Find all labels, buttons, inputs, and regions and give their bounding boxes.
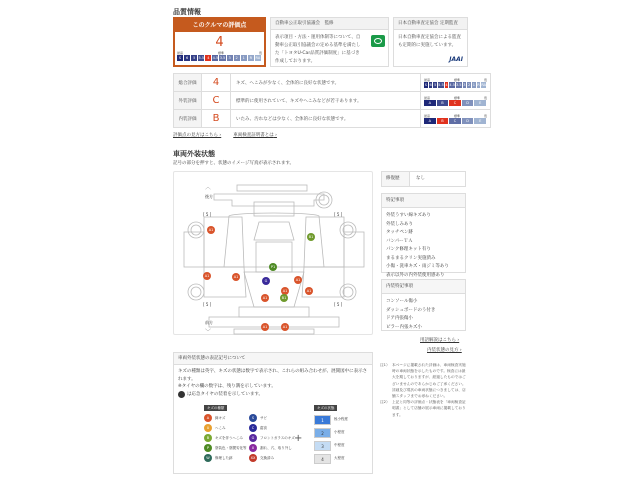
note-item: ダッシュボードのう付き — [386, 307, 436, 313]
rating-row-interior — [174, 110, 491, 128]
legend-text: キズの種類は英字、キズの状態は数字で表示され、これらの組み合わせが、展開図中に表示されます。 ※タイヤの欄の数字は、残り溝を示しています。 は応急タイヤの装着を示しています。 — [178, 369, 368, 397]
score-card-header: このクルマの評価点 — [175, 19, 264, 32]
overall-score: 4 — [215, 35, 224, 50]
interior-notes-box — [381, 279, 466, 331]
rating-scale: 最高 標準 低 S 6 5 5.5 4 4.5 3.5 3 2 1 R RA — [421, 74, 491, 92]
special-notes-list — [382, 208, 465, 284]
damage-type-item: B キズを伴うへこみ — [204, 433, 249, 443]
scale-label-best: 最高 — [177, 51, 184, 55]
tire-depth-front-right: [ 5 ] — [334, 302, 343, 307]
damage-type-item: XX 交換済み — [250, 455, 274, 460]
damage-type-icon: W — [204, 454, 212, 462]
damage-type-item: G フロントガラスのキズ — [249, 433, 304, 443]
damage-marker[interactable]: A1 — [295, 278, 301, 282]
damage-level-item: 3 中程度 — [314, 439, 348, 452]
scale-cell: E — [474, 100, 487, 106]
scale-cell: 4 — [205, 55, 212, 61]
scale-cell: D — [462, 118, 475, 124]
overall-score-card — [173, 17, 266, 67]
rating-label: 内装評価 — [174, 110, 202, 128]
interior-notes-title: 内装特記事項 — [382, 280, 465, 294]
damage-type-icon: G — [249, 434, 257, 442]
damage-marker[interactable]: A1 — [208, 228, 214, 232]
score-guide-link[interactable]: 評価点の見方はこちら › — [173, 133, 222, 138]
car-diagram — [173, 171, 373, 335]
scale-cell: R — [477, 83, 480, 87]
scale-cell: 3 — [227, 55, 234, 61]
scale-cell: 3 — [463, 83, 466, 87]
damage-type-item: X 割れ、穴、取り外し — [249, 443, 304, 453]
quality-section-title: 品質情報 — [173, 8, 201, 16]
damage-type-icon: A — [204, 414, 212, 422]
repair-history-box — [381, 171, 466, 187]
supervisor-header: 自動車公正取引協議会 監修 — [271, 18, 388, 30]
damage-type-item: P 塗装色・塗膜劣化等 — [204, 443, 249, 453]
scale-cell: A — [424, 118, 437, 124]
types-legend — [204, 405, 304, 463]
scale-cell: 2 — [467, 83, 471, 87]
damage-marker[interactable]: A1 — [282, 325, 288, 329]
scale-cell: A — [424, 100, 437, 106]
damage-marker[interactable]: G — [262, 277, 270, 285]
damage-marker[interactable]: A1 — [233, 275, 239, 279]
special-notes-box — [381, 193, 466, 278]
damage-type-icon: P — [204, 444, 212, 452]
exterior-title: 車両外装状態 — [173, 150, 215, 158]
damage-type-icon: S — [249, 414, 257, 422]
scale-cell: 4.5 — [212, 56, 219, 60]
scale-cell: 3.5 — [455, 83, 462, 87]
scale-cell: D — [462, 100, 475, 106]
damage-level-item: 1 極小程度 — [314, 413, 348, 426]
notes — [380, 362, 468, 418]
fair-trade-logo-icon — [371, 35, 385, 47]
damage-type-icon: XX — [250, 456, 256, 460]
scale-cell: C — [449, 118, 462, 124]
repair-history-value: なし — [416, 176, 425, 181]
rating-value: B — [202, 110, 231, 128]
damage-marker[interactable]: A1 — [306, 289, 312, 293]
plus-icon: + — [294, 433, 303, 444]
interior-view-link[interactable]: 内装状態の見方 › — [427, 348, 462, 353]
spare-tire-icon — [178, 391, 185, 398]
tire-depth-rear-left: [ 5 ] — [203, 212, 212, 217]
damage-marker[interactable]: A1 — [204, 274, 210, 278]
note-item: 外装しみあり — [386, 221, 413, 227]
rating-scale: 最高 標準 低 A B C D E — [421, 92, 491, 110]
rating-row-exterior — [174, 92, 491, 110]
note-item: タッチペン跡 — [386, 230, 413, 235]
repair-history-label: 修復歴 — [382, 172, 410, 186]
rating-value: 4 — [202, 74, 231, 92]
rating-label: 外装評価 — [174, 92, 202, 110]
scale-cell: 3.5 — [219, 56, 226, 60]
note-item: バンパーＴＡ — [386, 238, 413, 244]
scale-cell: 4 — [445, 83, 448, 87]
damage-type-icon: X — [249, 444, 257, 452]
note-1: 注1） 本ページに掲載された評価は、車両検査実施時の車両状態を示したものです。検査には最大を期しておりますが、経過したものではございませんのであらかじめご了承ください。詳細及び現状の車両状態につきましては、店舗スタッフまでお尋ねください。 — [380, 363, 466, 399]
jaai-box — [393, 17, 468, 67]
interior-notes-list — [382, 294, 465, 336]
scale-cell: 5 — [434, 83, 437, 87]
note-item: ピラー内張キズ小 — [386, 324, 422, 330]
front-label: 前方 — [205, 320, 213, 325]
scale-cell: 5.5 — [438, 83, 444, 87]
note-item: コンソール傷小 — [386, 299, 418, 304]
score-bar — [177, 55, 262, 61]
jaai-body: 日本自動車査定協会による監査も定期的に実施しています。 — [398, 35, 461, 48]
damage-type-icon: B — [204, 434, 212, 442]
scale-cell: 4.5 — [449, 83, 455, 87]
damage-marker[interactable]: A1 — [262, 296, 268, 300]
scale-cell: 5 — [191, 55, 198, 61]
damage-marker[interactable]: A1 — [282, 289, 288, 293]
note-2: 注2） 上記と同等の評価点・状態表を「車両検査証明書」として店舗の展示車両に掲載しております。 — [380, 400, 466, 417]
scale-cell: 1 — [241, 55, 248, 61]
scale-cell: R — [248, 55, 255, 61]
rear-label: 後方 — [205, 194, 213, 199]
rating-desc: 標準的に使用されていて、キズやへこみなどが若干あります。 — [231, 92, 421, 110]
car-outline-icon — [174, 172, 374, 336]
jaai-logo: JAAI — [449, 56, 463, 63]
scale-label-low: 低 — [258, 51, 262, 55]
supervisor-body: 表示項目・方法・運用体制等について、自動車公正取引協議会の定める基準を満たした「トヨタU-Car品質評価制度」に基づき作成しております。 — [275, 35, 361, 64]
damage-marker[interactable]: B1 — [308, 235, 314, 239]
damage-type-item: S サビ — [249, 413, 304, 423]
special-notes-title: 特記事項 — [382, 194, 465, 208]
types-tag: キズの種類 — [204, 405, 227, 411]
damage-type-icon: C — [249, 424, 257, 432]
score-links — [173, 132, 277, 138]
rating-label: 総合評価 — [174, 74, 202, 92]
inspector-link[interactable]: 車両検査証明書とは › — [233, 133, 277, 138]
scale-cell: B — [437, 100, 450, 106]
damage-type-icon: U — [204, 424, 212, 432]
scale-cell: 5.5 — [198, 56, 205, 60]
tire-depth-rear-right: [ 5 ] — [334, 212, 343, 217]
chevron-up-icon: ︿ — [205, 184, 212, 191]
note-item: 外装うすい線キズあり — [386, 213, 431, 218]
damage-type-item: W 修理した跡 — [204, 453, 249, 463]
levels-legend — [314, 405, 348, 465]
scale-cell: 6 — [184, 55, 191, 61]
tire-depth-front-left: [ 5 ] — [203, 302, 212, 307]
ratings-table — [173, 73, 491, 128]
damage-marker[interactable]: P1 — [270, 265, 276, 269]
levels-tag: キズの状態 — [314, 405, 337, 411]
exterior-subtitle: 記号の部分を押すと、状態のイメージ写真が表示されます。 — [173, 161, 295, 166]
note-item: 小傷・洗車キズ・雨ジミ等あり — [386, 264, 449, 269]
jaai-header: 日本自動車査定協会 定期監査 — [394, 18, 467, 30]
damage-type-item: U へこみ — [204, 423, 249, 433]
note-item: ドア内張傷小 — [386, 316, 413, 321]
damage-level-item: 2 小程度 — [314, 426, 348, 439]
scale-cell: S — [424, 83, 427, 87]
scale-cell: S — [177, 55, 184, 61]
legend-title: 車両外装状態の表記記号について — [174, 353, 372, 365]
rating-value: C — [202, 92, 231, 110]
scale-cell: 6 — [429, 83, 432, 87]
note-item: パンク修理キット有り — [386, 247, 431, 252]
chevron-down-icon: ﹀ — [205, 329, 212, 336]
supervisor-box — [270, 17, 389, 67]
scale-cell: C — [449, 100, 462, 106]
damage-type-item: A 線キズ — [204, 413, 249, 423]
damage-level-item: 4 大程度 — [314, 452, 348, 465]
damage-type-item: C 腐食 — [249, 423, 304, 433]
note-item: 表示以外の内外装使用感あり — [386, 272, 445, 278]
scale-cell: B — [437, 118, 450, 124]
damage-marker[interactable]: A1 — [262, 325, 268, 329]
scale-cell: RA — [481, 83, 487, 87]
rating-scale: 最高 標準 低 A B C D E — [421, 110, 491, 128]
glossary-link[interactable]: 用語解説はこちら › — [420, 338, 460, 343]
legend-box — [173, 352, 373, 474]
damage-marker[interactable]: B1 — [281, 296, 287, 300]
note-item: まるまるクリン実施済み — [386, 255, 436, 261]
rating-row-overall — [174, 74, 491, 92]
scale-cell: 2 — [234, 55, 241, 61]
scale-cell: E — [474, 118, 487, 124]
scale-label-standard: 標準 — [217, 51, 224, 55]
rating-desc: キズ、へこみが少なく、全体的に良好な状態です。 — [231, 74, 421, 92]
scale-cell: 1 — [472, 83, 475, 87]
scale-cell: RA — [255, 56, 261, 60]
rating-desc: いたみ、汚れなどは少なく、全体的に良好な状態です。 — [231, 110, 421, 128]
